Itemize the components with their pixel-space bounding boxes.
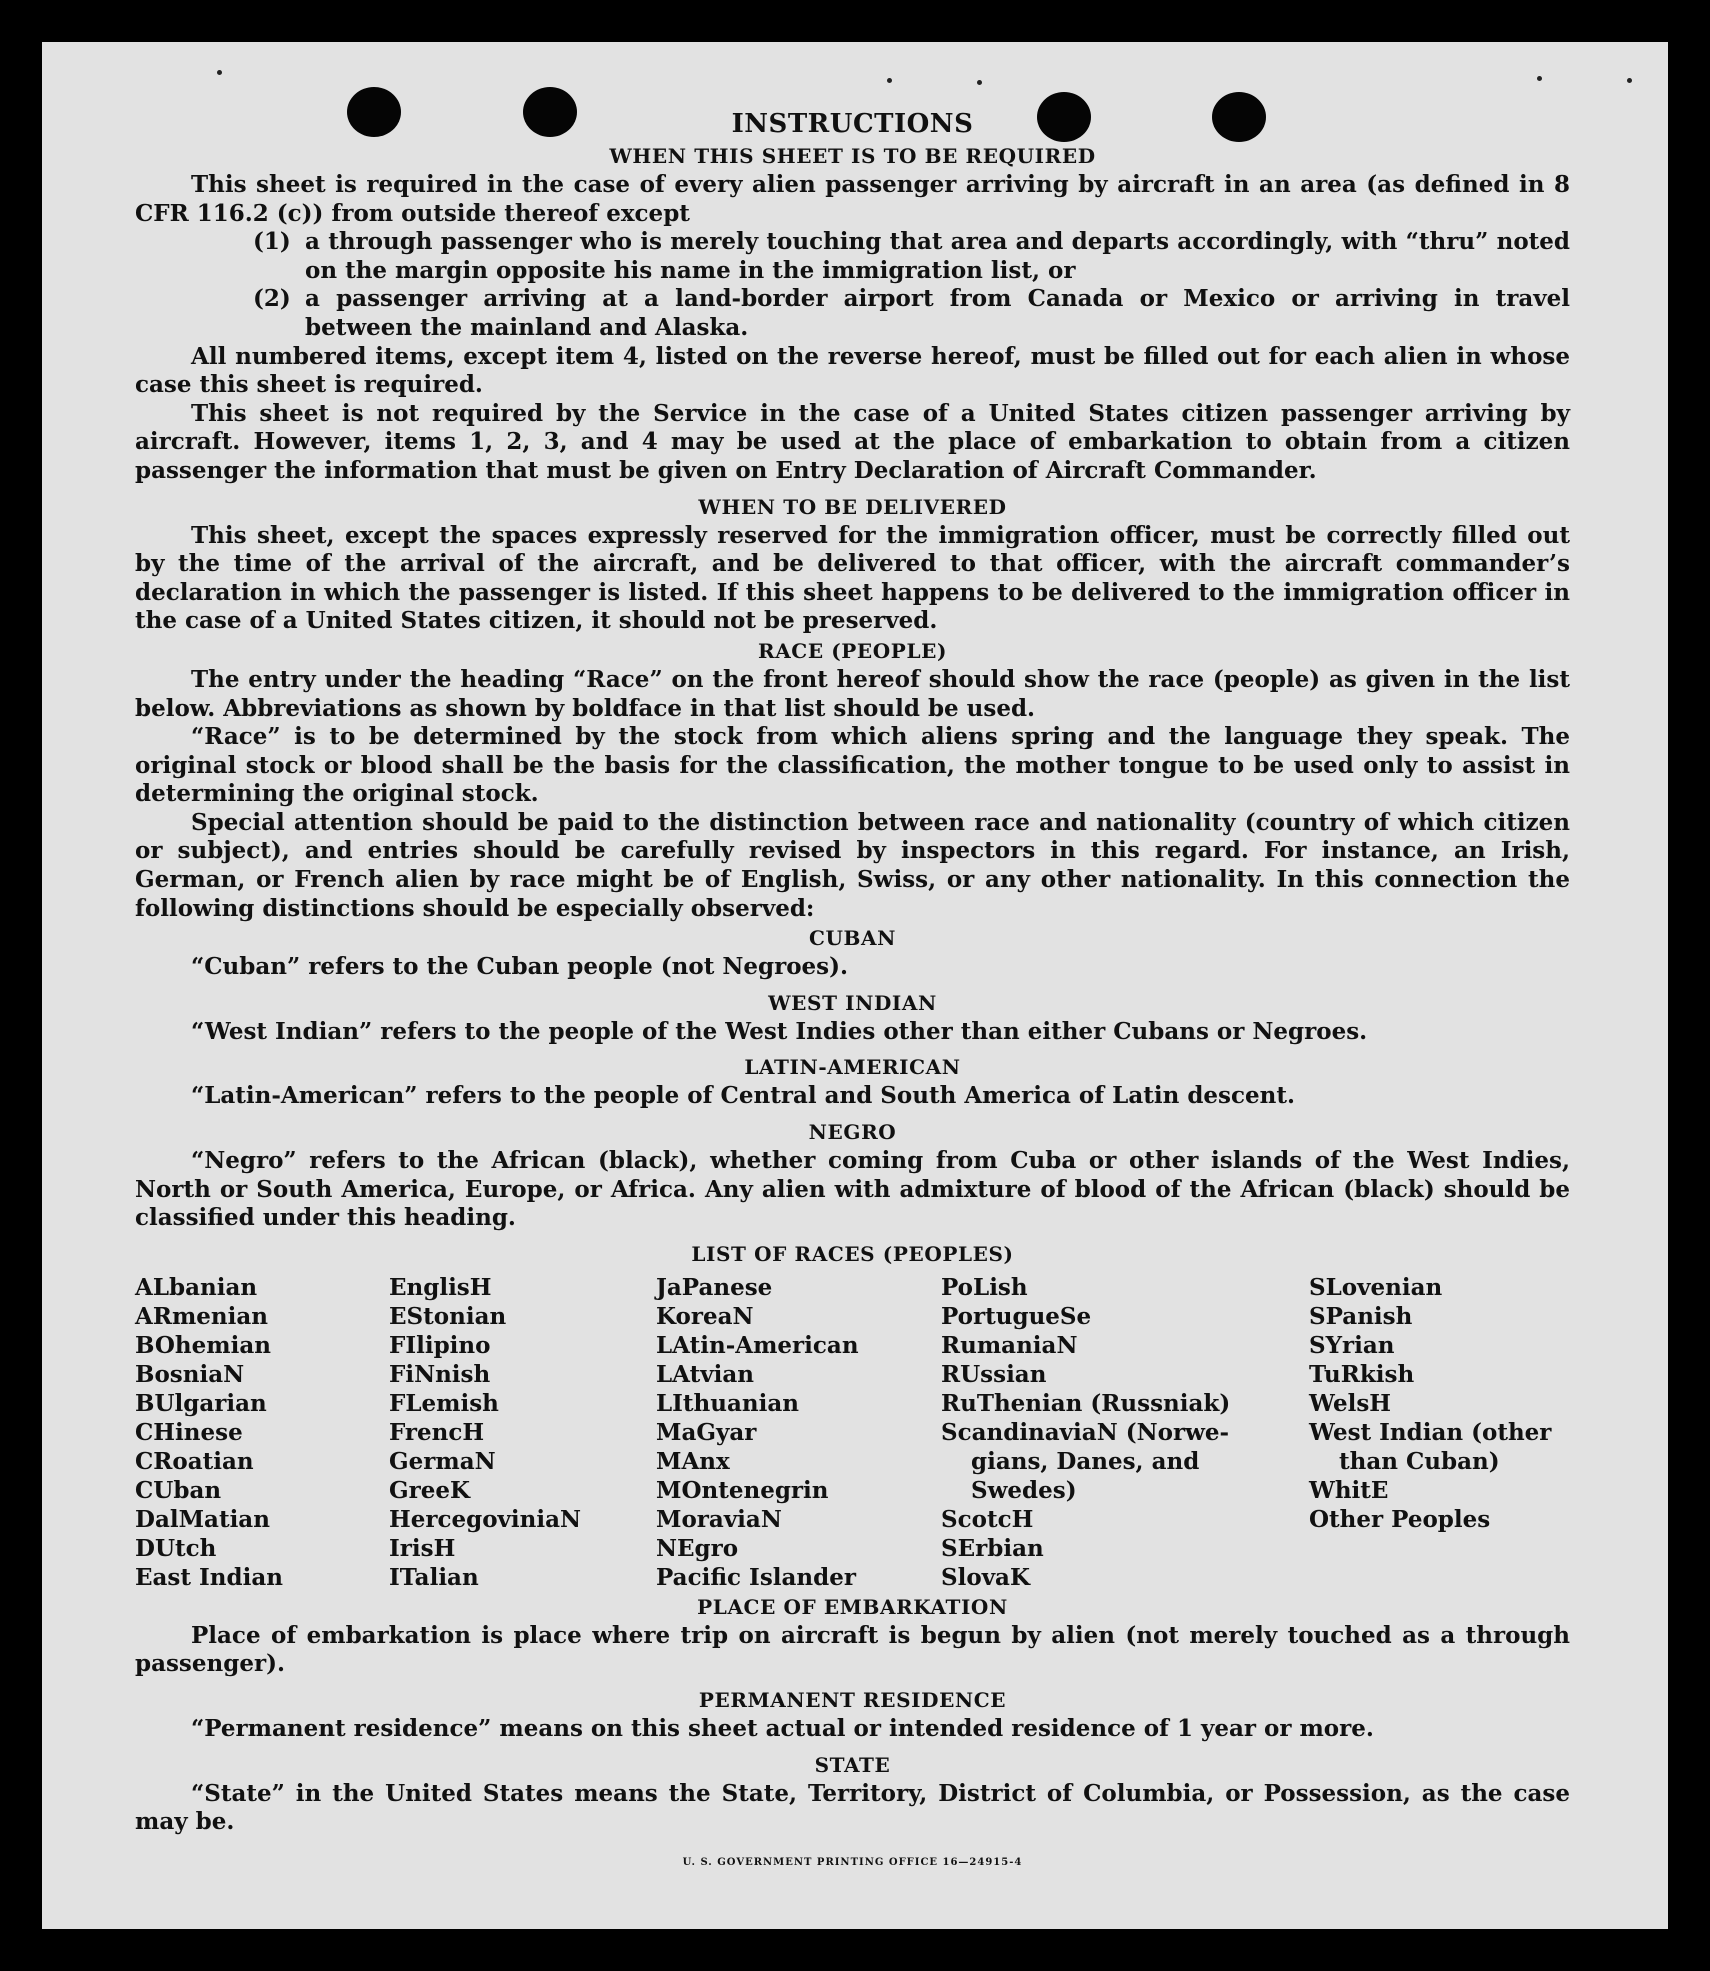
race-entry: LAtin-American (656, 1331, 859, 1359)
race-entry: GermaN (389, 1447, 496, 1475)
race-entry: gians, Danes, and (971, 1447, 1200, 1475)
races-column (389, 1273, 656, 1592)
exception-number: (2) (253, 285, 291, 313)
state-definition: “State” in the United States means the State, Territory, District of Columbia, or Possession, as the case may be. (135, 1779, 1570, 1836)
races-list (135, 1273, 1570, 1592)
race-entry: RumaniaN (941, 1331, 1078, 1359)
race-entry: than Cuban) (1339, 1447, 1500, 1475)
race-entry: FIlipino (389, 1331, 491, 1359)
races-column (135, 1273, 389, 1592)
section-heading-race: RACE (PEOPLE) (757, 638, 948, 663)
race-entry: SErbian (941, 1534, 1044, 1562)
section-heading-embarkation: PLACE OF EMBARKATION (697, 1594, 1008, 1619)
race-entry: MAnx (656, 1447, 730, 1475)
race-entry: KoreaN (656, 1302, 754, 1330)
race-entry: PortugueSe (941, 1302, 1092, 1330)
exception-text: a passenger arriving at a land-border airport from Canada or Mexico or arriving in travel between the mainland and Alaska. (305, 285, 1570, 341)
race-paragraph: Special attention should be paid to the distinction between race and nationality (country of which citizen or subject), and entries should be carefully revised by inspectors in this regard. For instance, an Irish, German, or French alien by race might be of English, Swiss, or any other nationality. In this connection the following distinctions should be especially observed: (135, 808, 1570, 922)
race-entry: Pacific Islander (656, 1563, 856, 1591)
speck (977, 80, 982, 85)
race-entry: WelsH (1309, 1389, 1392, 1417)
section-heading-required: WHEN THIS SHEET IS TO BE REQUIRED (609, 144, 1096, 168)
race-entry: NEgro (656, 1534, 739, 1562)
section-heading-cuban: CUBAN (808, 926, 897, 951)
race-entry: LIthuanian (656, 1389, 799, 1417)
race-entry: Swedes) (971, 1476, 1077, 1504)
speck (1627, 78, 1632, 83)
race-entry: FiNnish (389, 1360, 491, 1388)
races-column (1309, 1273, 1570, 1592)
exception-number: (1) (253, 228, 291, 256)
page-title: INSTRUCTIONS (731, 109, 974, 139)
race-entry: CHinese (135, 1418, 243, 1446)
required-paragraph: All numbered items, except item 4, listed on the reverse hereof, must be filled out for each alien in whose case this sheet is required. (135, 342, 1570, 399)
race-entry: TuRkish (1309, 1360, 1415, 1388)
speck (217, 70, 222, 75)
race-entry: SLovenian (1309, 1273, 1443, 1301)
race-entry: DUtch (135, 1534, 217, 1562)
race-entry: CRoatian (135, 1447, 254, 1475)
document-page (42, 42, 1668, 1929)
race-entry: MaGyar (656, 1418, 757, 1446)
race-entry: PoLish (941, 1273, 1028, 1301)
race-entry: IrisH (389, 1534, 456, 1562)
race-entry: BOhemian (135, 1331, 271, 1359)
race-entry: MOntenegrin (656, 1476, 829, 1504)
race-paragraph: “Race” is to be determined by the stock from which aliens spring and the language they speak. The original stock or blood shall be the basis for the classification, the mother tongue to be used only to assist in determining the original stock. (135, 723, 1570, 808)
section-heading-negro: NEGRO (808, 1120, 897, 1145)
race-entry: ScandinaviaN (Norwe- (941, 1418, 1230, 1446)
race-entry: RuThenian (Russniak) (941, 1389, 1231, 1417)
race-entry: Other Peoples (1309, 1505, 1491, 1533)
speck (1537, 76, 1542, 81)
race-entry: West Indian (other (1309, 1418, 1552, 1446)
required-intro: This sheet is required in the case of every alien passenger arriving by aircraft in an area (as defined in 8 CFR 116.2 (c)) from outside thereof except (135, 171, 1570, 227)
race-entry: FLemish (389, 1389, 499, 1417)
section-heading-residence: PERMANENT RESIDENCE (698, 1688, 1007, 1712)
section-heading-latin-american: LATIN-AMERICAN (744, 1055, 961, 1080)
race-entry: GreeK (389, 1476, 471, 1504)
section-heading-west-indian: WEST INDIAN (768, 990, 937, 1015)
race-entry: HercegoviniaN (389, 1505, 582, 1533)
race-entry: ScotcH (941, 1505, 1034, 1533)
west-indian-definition: “West Indian” refers to the people of the West Indies other than either Cubans or Negroes. (191, 1017, 1368, 1045)
race-entry: CUban (135, 1476, 222, 1504)
race-entry: East Indian (135, 1563, 283, 1591)
exception-item (253, 228, 1570, 285)
negro-definition: “Negro” refers to the African (black), whether coming from Cuba or other islands of the West Indies, North or South America, Europe, or Africa. Any alien with admixture of blood of the African (black) should be classified under this heading. (135, 1147, 1570, 1232)
race-entry: EnglisH (389, 1273, 492, 1301)
race-entry: ITalian (389, 1563, 479, 1591)
residence-definition: “Permanent residence” means on this sheet actual or intended residence of 1 year or more. (191, 1715, 1374, 1742)
speck (887, 78, 892, 83)
instructions-text (135, 107, 1570, 1877)
race-entry: FrencH (389, 1418, 485, 1446)
cuban-definition: “Cuban” refers to the Cuban people (not Negroes). (191, 953, 849, 981)
exception-item (253, 285, 1570, 342)
race-entry: EStonian (389, 1302, 507, 1330)
embarkation-definition: Place of embarkation is place where trip on aircraft is begun by alien (not merely touched as a through passenger). (135, 1621, 1570, 1678)
printing-office-footer: U. S. GOVERNMENT PRINTING OFFICE 16—24915-4 (682, 1856, 1023, 1868)
race-entry: SlovaK (941, 1563, 1030, 1591)
section-heading-state: STATE (814, 1752, 891, 1777)
required-paragraph: This sheet is not required by the Service in the case of a United States citizen passenger arriving by aircraft. However, items 1, 2, 3, and 4 may be used at the place of embarkation to obtain from a citizen passenger the information that must be given on Entry Declaration of Aircraft Commander. (135, 399, 1570, 484)
section-heading-races-list: LIST OF RACES (PEOPLES) (691, 1241, 1014, 1266)
race-entry: SYrian (1309, 1331, 1395, 1359)
latin-american-definition: “Latin-American” refers to the people of Central and South America of Latin descent. (191, 1082, 1295, 1110)
exception-text: a through passenger who is merely touching that area and departs accordingly, with “thru” noted on the margin opposite his name in the immigration list, or (305, 228, 1570, 284)
section-heading-delivered: WHEN TO BE DELIVERED (698, 494, 1007, 519)
races-column (656, 1273, 941, 1592)
race-entry: BosniaN (135, 1360, 245, 1388)
race-paragraph: The entry under the heading “Race” on the front hereof should show the race (people) as given in the list below. Abbreviations as shown by boldface in that list should be used. (135, 665, 1570, 722)
race-entry: SPanish (1309, 1302, 1413, 1330)
delivered-paragraph: This sheet, except the spaces expressly reserved for the immigration officer, must be correctly filled out by the time of the arrival of the aircraft, and be delivered to that officer, with the aircraft commander’s declaration in which the passenger is listed. If this sheet happens to be delivered to the immigration officer in the case of a United States citizen, it should not be preserved. (135, 521, 1570, 635)
race-entry: ARmenian (135, 1302, 269, 1330)
race-entry: LAtvian (656, 1360, 754, 1388)
race-entry: WhitE (1309, 1476, 1389, 1504)
race-entry: JaPanese (656, 1273, 773, 1301)
race-entry: ALbanian (135, 1273, 258, 1301)
race-entry: RUssian (941, 1360, 1047, 1388)
races-column (941, 1273, 1309, 1592)
race-entry: MoraviaN (656, 1505, 782, 1533)
race-entry: BUlgarian (135, 1389, 267, 1417)
race-entry: DalMatian (135, 1505, 270, 1533)
